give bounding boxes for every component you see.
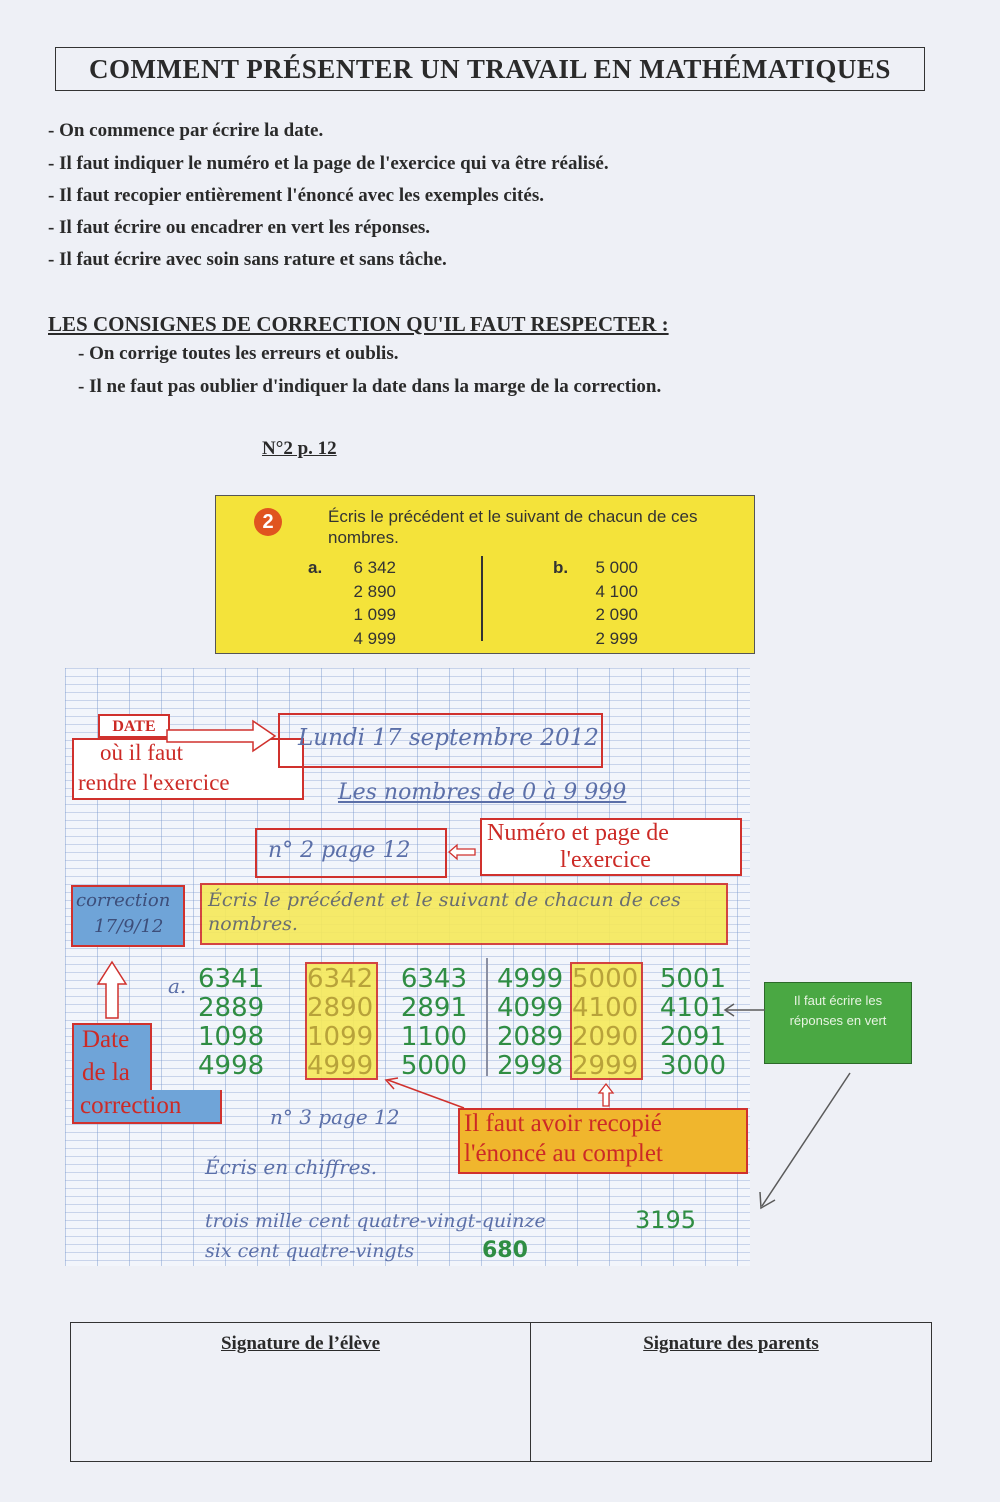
answer-value: 5001 — [659, 964, 726, 994]
answer-value: 2891 — [400, 993, 467, 1023]
date-label: DATE — [98, 714, 170, 738]
exercise-value: 4 999 — [353, 628, 396, 648]
correction-written-date: 17/9/12 — [94, 916, 164, 937]
answer-value: 4998 — [198, 1051, 265, 1081]
correction-caption-line1: Date — [82, 1026, 130, 1053]
answer-value: 6343 — [400, 964, 467, 994]
answer-value: 1099 — [307, 1022, 374, 1052]
answer-value: 5000 — [572, 964, 639, 994]
student-signature-cell[interactable] — [71, 1323, 531, 1461]
rule-item: - Il faut écrire avec soin sans rature et sans tâche. — [48, 249, 447, 270]
left-arrow-icon — [720, 1000, 770, 1020]
arrow-icon — [447, 842, 479, 862]
exercise-value: 2 999 — [595, 628, 638, 648]
next-exercise: n° 3 page 12 — [270, 1105, 400, 1129]
next-instruction: Écris en chiffres. — [205, 1155, 378, 1179]
answer-value: 2999 — [572, 1051, 639, 1081]
exercise-value: 2 890 — [353, 581, 396, 601]
exercise-value: 4 100 — [595, 581, 638, 601]
answer-value: 3000 — [659, 1051, 726, 1081]
written-statement: Écris le précédent et le suivant de chacun de ces nombres. — [208, 889, 681, 935]
exercise-box — [215, 495, 755, 654]
written-exercise: n° 2 page 12 — [268, 838, 411, 863]
date-caption-line1: où il faut — [100, 740, 184, 765]
correction-caption-line3: correction — [80, 1092, 182, 1119]
up-small-arrow-icon — [596, 1082, 616, 1110]
answer-value: 4099 — [497, 993, 564, 1023]
number-in-words: six cent quatre-vingts — [205, 1240, 415, 1262]
number-answer: 3195 — [635, 1206, 697, 1234]
rule-item: - Il faut recopier entièrement l'énoncé avec les exemples cités. — [48, 185, 544, 206]
rule-item: - Il faut écrire ou encadrer en vert les réponses. — [48, 217, 431, 238]
answer-value: 4999 — [497, 964, 564, 994]
answer-value: 4101 — [659, 993, 726, 1023]
answer-value: 4999 — [307, 1051, 374, 1081]
written-date: Lundi 17 septembre 2012 — [298, 725, 599, 751]
correction-written: correction — [76, 890, 171, 911]
correction-caption-line2: de la — [82, 1059, 130, 1086]
correction-heading: LES CONSIGNES DE CORRECTION QU'IL FAUT RESPECTER : — [48, 312, 669, 336]
correction-rule: - Il ne faut pas oublier d'indiquer la date dans la marge de la correction. — [78, 376, 662, 397]
diagonal-arrow-icon — [750, 1068, 860, 1213]
signature-table — [70, 1322, 932, 1462]
exercise-instruction: Écris le précédent et le suivant de chacun de ces nombres. — [328, 507, 698, 547]
answer-value: 6341 — [198, 964, 265, 994]
up-arrow-icon — [96, 960, 128, 1020]
rule-item: - On commence par écrire la date. — [48, 120, 324, 141]
answer-value: 2998 — [497, 1051, 564, 1081]
numero-caption-line1: Numéro et page de — [487, 820, 669, 846]
numero-caption-line2: l'exercice — [560, 847, 651, 873]
answer-value: 4100 — [572, 993, 639, 1023]
copy-caption-line1: Il faut avoir recopié — [464, 1110, 662, 1137]
arrow-icon — [165, 715, 285, 755]
row-label: a. — [168, 974, 187, 998]
exercise-number-badge: 2 — [254, 508, 282, 536]
parents-signature-cell[interactable] — [531, 1323, 931, 1461]
exercise-value: 2 090 — [595, 605, 638, 624]
green-note: Il faut écrire les réponses en vert — [764, 982, 912, 1064]
exercise-value: 5 000 — [595, 558, 638, 577]
number-in-words: trois mille cent quatre-vingt-quinze — [205, 1210, 546, 1232]
exercise-value: 6 342 — [353, 558, 396, 577]
column-divider — [481, 556, 483, 641]
answer-value: 2890 — [307, 993, 374, 1023]
answer-value: 1098 — [198, 1022, 265, 1052]
rule-item: - Il faut indiquer le numéro et la page de l'exercice qui va être réalisé. — [48, 153, 609, 174]
page-title: COMMENT PRÉSENTER UN TRAVAIL EN MATHÉMATIQUES — [55, 47, 925, 91]
correction-rule: - On corrige toutes les erreurs et oublis. — [78, 343, 399, 364]
answer-value: 6342 — [307, 964, 374, 994]
student-signature-label: Signature de l’élève — [220, 1333, 380, 1354]
answer-value: 2090 — [572, 1022, 639, 1052]
answer-value: 2091 — [659, 1022, 726, 1052]
answer-divider — [486, 958, 488, 1076]
number-answer: 680 — [482, 1238, 528, 1263]
parents-signature-label: Signature des parents — [643, 1333, 819, 1354]
answer-value: 1100 — [400, 1022, 467, 1052]
column-b-label: b. — [553, 558, 569, 577]
answer-value: 2089 — [497, 1022, 564, 1052]
column-a-label: a. — [308, 558, 323, 577]
answer-value: 5000 — [400, 1051, 467, 1081]
date-caption-line2: rendre l'exercice — [78, 770, 230, 795]
copy-caption-line2: l'énoncé au complet — [464, 1140, 663, 1167]
exercise-reference: N°2 p. 12 — [262, 438, 337, 459]
exercise-value: 1 099 — [353, 605, 396, 624]
written-subject: Les nombres de 0 à 9 999 — [338, 780, 627, 805]
answer-value: 2889 — [198, 993, 265, 1023]
